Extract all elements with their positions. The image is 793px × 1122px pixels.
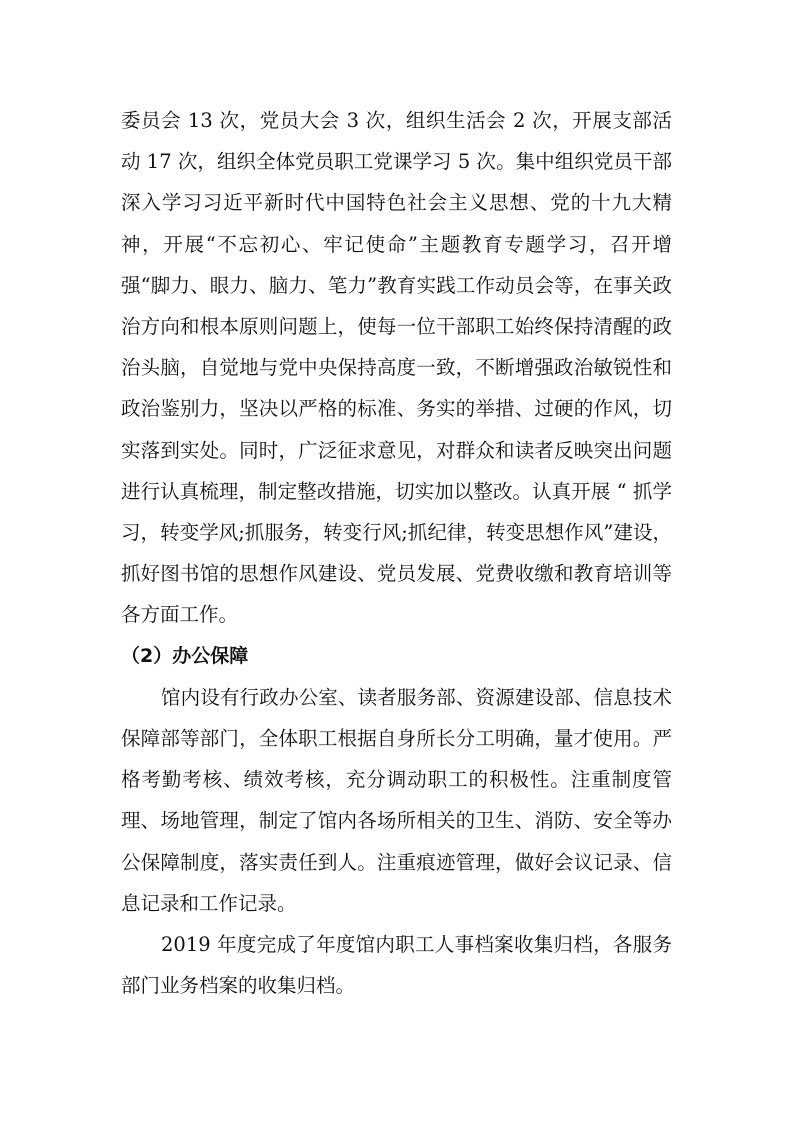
document-body (121, 100, 672, 1006)
paragraph-archive-filing: 2019 年度完成了年度馆内职工人事档案收集归档，各服务部门业务档案的收集归档。 (121, 933, 672, 998)
paragraph-office-management: 馆内设有行政办公室、读者服务部、资源建设部、信息技术保障部等部门，全体职工根据自身所长分工明确，量才使用。严格考勤考核、绩效考核，充分调动职工的积极性。注重制度管理、场地管理，制定了馆内各场所相关的卫生、消防、安全等办公保障制度，落实责任到人。注重痕迹管理，做好会议记录、信息记录和工作记录。 (121, 685, 672, 915)
paragraph-party-activities: 委员会 13 次，党员大会 3 次，组织生活会 2 次，开展支部活动 17 次，组织全体党员职工党课学习 5 次。集中组织党员干部深入学习习近平新时代中国特色社会主义思想、党的十九大精神，开展“不忘初心、牢记使命”主题教育专题学习，召开增强“脚力、眼力、脑力、笔力”教育实践工作动员会等，在事关政治方向和根本原则问题上，使每一位干部职工始终保持清醒的政治头脑，自觉地与党中央保持高度一致，不断增强政治敏锐性和政治鉴别力，坚决以严格的标准、务实的举措、过硬的作风，切实落到实处。同时，广泛征求意见，对群众和读者反映突出问题进行认真梳理，制定整改措施，切实加以整改。认真开展 “ 抓学习，转变学风;抓服务，转变行风;抓纪律，转变思想作风”建设，抓好图书馆的思想作风建设、党员发展、党费收缴和教育培训等各方面工作。 (121, 109, 672, 627)
section-heading-office-support: （2）办公保障 (121, 644, 249, 667)
